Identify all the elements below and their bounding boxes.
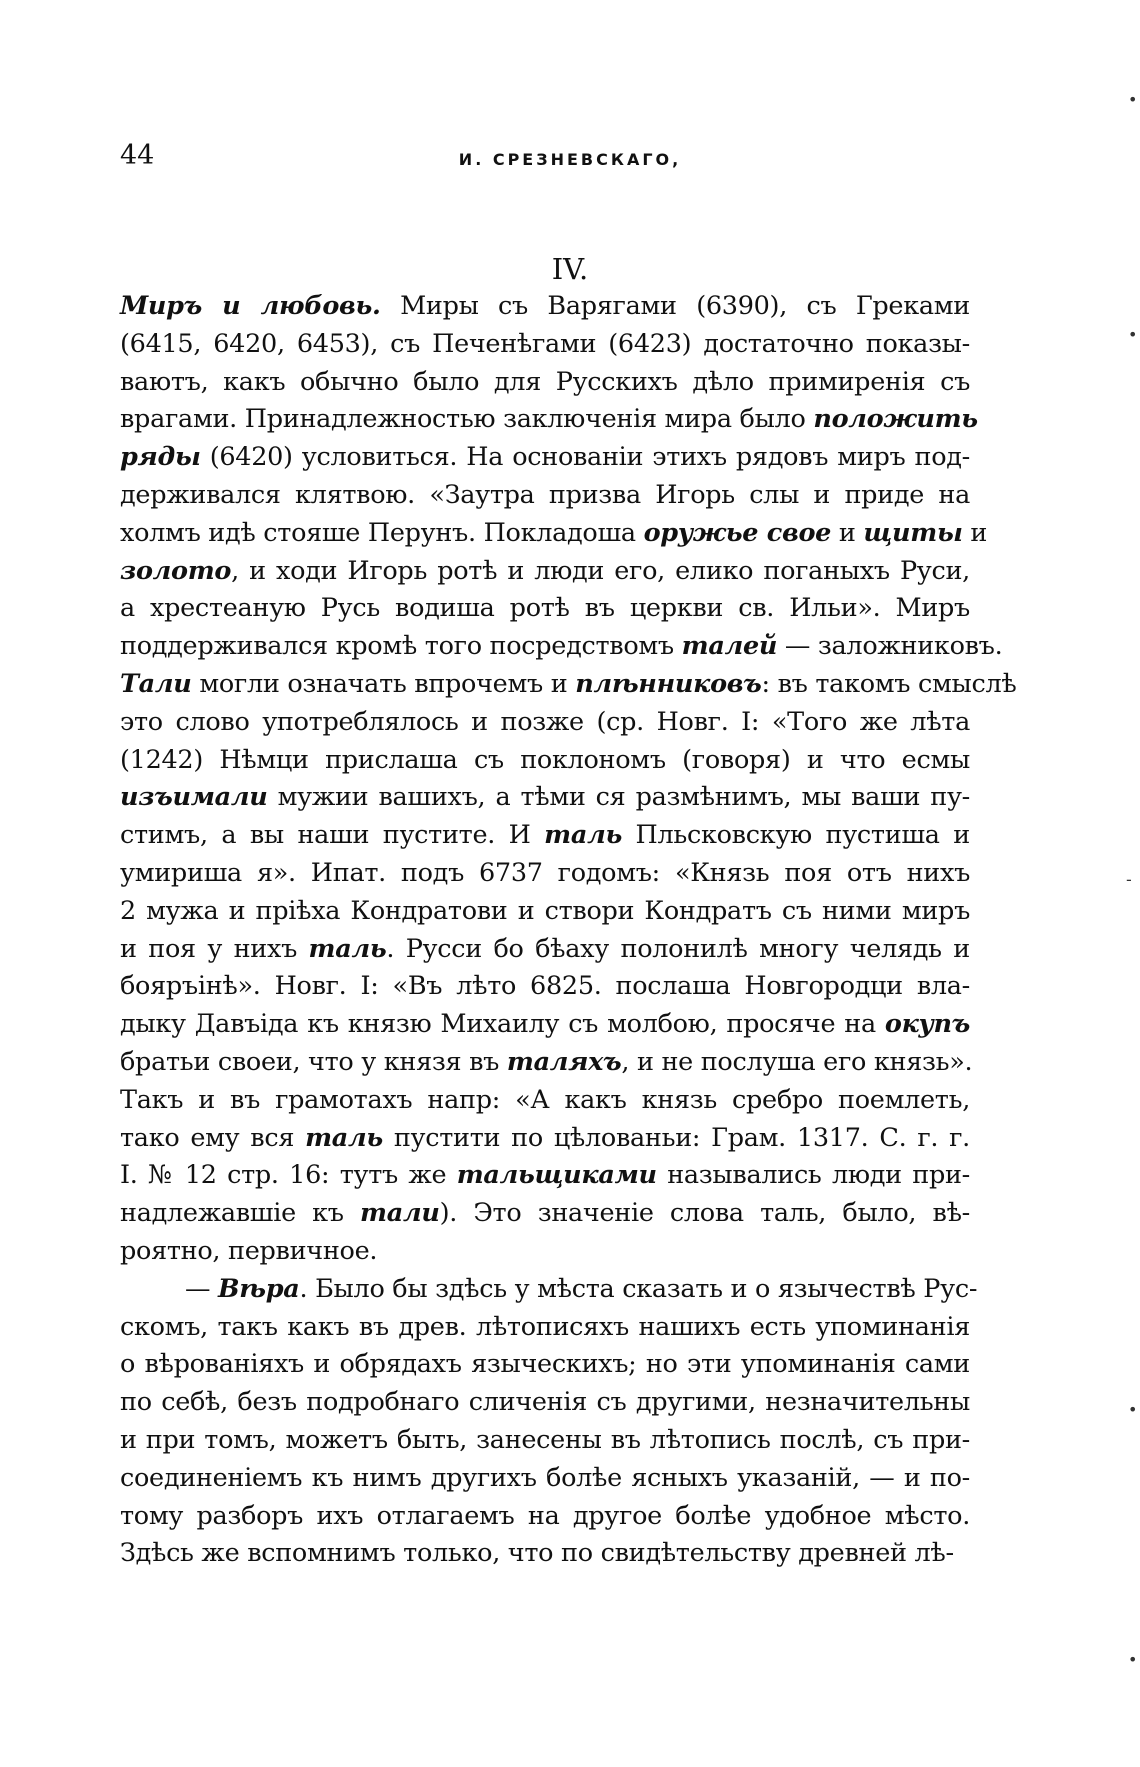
emphasis-text: окупъ [884,1009,970,1040]
margin-mark: • [1128,325,1138,344]
text-line [120,288,970,326]
text-line [120,401,978,439]
emphasis-text: плѣнниковъ [575,668,762,699]
line-text: роятно, первичное. [120,1235,378,1266]
text-line [120,1422,970,1460]
running-head: И. СРЕЗНЕВСКАГО, [458,150,682,169]
emphasis-text: золото [120,555,232,586]
line-text: это слово употреблялось и позже (ср. Новг. I: «Того же лѣта [120,706,970,737]
line-text: . Было бы здѣсь у мѣста сказать и о язычествѣ Рус- [299,1273,978,1304]
text-line [120,931,970,969]
line-text: скомъ, такъ какъ въ древ. лѣтописяхъ нашихъ есть упоминанія [120,1311,970,1342]
section-heading: IV. [551,252,589,286]
text-line [120,326,970,364]
line-text: (6420) условиться. На основаніи этихъ рядовъ миръ под- [200,442,970,473]
line-text: соединеніемъ къ нимъ другихъ болѣе ясныхъ указаній, — и по- [120,1462,970,1493]
line-text: : въ такомъ смыслѣ [761,668,1017,699]
text-line [120,1384,970,1422]
line-text: стимъ, а вы наши пустите. И [120,820,545,851]
emphasis-text: таляхъ [506,1046,622,1077]
text-line [120,553,970,591]
emphasis-text: изъимали [120,782,268,813]
text-line [120,893,970,931]
emphasis-text: талей [681,631,778,662]
emphasis-text: оружье свое [643,517,832,548]
line-text: (1242) Нѣмци прислаша съ поклономъ (говоря) и что есмы [120,744,970,775]
line-text: I. № 12 стр. 16: тутъ же [120,1160,457,1191]
line-text: назывались люди при- [656,1160,970,1191]
text-line [120,779,970,817]
emphasis-text: таль [308,933,387,964]
line-text: и при томъ, можетъ быть, занесены въ лѣтопись послѣ, съ при- [120,1424,970,1455]
line-text: Такъ и въ грамотахъ напр: «А какъ князь сребро поемлеть, [120,1084,970,1115]
page-number: 44 [120,140,155,171]
line-text: умириша я». Ипат. подъ 6737 годомъ: «Князь поя отъ нихъ [120,857,970,888]
line-text: тако ему вся [120,1122,306,1153]
text-line [120,704,970,742]
line-text: и поя у нихъ [120,933,309,964]
text-line [120,590,970,628]
line-text: . Русси бо бѣаху полонилѣ многу челядь и [386,933,970,964]
margin-mark: • [1128,90,1138,109]
text-line [120,855,970,893]
text-line [120,628,1003,666]
line-text: Пльсковскую пустиша и [621,820,970,851]
line-text: холмъ идѣ стояше Перунъ. Покладоша [120,517,644,548]
line-text: — заложниковъ. [777,631,1003,662]
emphasis-text: тальщиками [456,1160,657,1191]
line-text: держивался клятвою. «Заутра призва Игорь слы и приде на [120,479,970,510]
text-line [120,817,970,855]
line-text: 2 мужа и пріѣха Кондратови и створи Кондратъ съ ними миръ [120,895,970,926]
line-text: (6415, 6420, 6453), съ Печенѣгами (6423) достаточно показы- [120,328,970,359]
line-text: Миры съ Варягами (6390), съ Греками [380,291,970,321]
text-line [120,477,970,515]
text-line [120,1498,970,1536]
line-text: , и не послуша его князь». [621,1046,973,1077]
text-line [120,742,970,780]
emphasis-text: ряды [120,442,201,473]
emphasis-text: Тали [120,668,192,699]
margin-mark: • [1128,1400,1138,1419]
emphasis-text: щиты [863,517,963,548]
text-line [120,666,1017,704]
line-text: — [185,1273,219,1304]
text-line [120,364,970,402]
margin-mark: • [1128,1650,1138,1669]
line-text: и [831,517,864,548]
text-line [120,1346,970,1384]
text-line [120,1271,978,1309]
line-text: могли означать впрочемъ и [191,668,576,699]
line-text: надлежавшіе къ [120,1198,361,1229]
text-line [120,1044,973,1082]
emphasis-text: тали [360,1198,440,1229]
text-line [120,1157,970,1195]
line-text: , и ходи Игорь ротѣ и люди его, елико поганыхъ Руси, [231,555,970,586]
text-line [120,1233,970,1271]
line-text: поддерживался кромѣ того посредствомъ [120,631,682,662]
text-line [120,1120,970,1158]
emphasis-text: Вѣра [218,1273,300,1304]
line-text: ваютъ, какъ обычно было для Русскихъ дѣло примиренія съ [120,366,970,397]
line-text: братьи своеи, что у князя въ [120,1046,507,1077]
line-text: а хрестеаную Русь водиша ротѣ въ церкви св. Ильи». Миръ [120,593,970,624]
line-text: дыку Давъіда къ князю Михаилу съ молбою, просяче на [120,1009,885,1040]
line-text: по себѣ, безъ подробнаго сличенія съ другими, незначительны [120,1387,970,1418]
text-line [120,1460,970,1498]
text-line [120,1309,970,1347]
line-text: ). Это значеніе слова таль, было, вѣ- [439,1198,970,1229]
emphasis-text: таль [544,820,622,851]
line-text: бояръінѣ». Новг. I: «Въ лѣто 6825. послаша Новгородци вла- [120,971,970,1002]
line-text: о вѣрованіяхъ и обрядахъ языческихъ; но эти упоминанія сами [120,1349,970,1380]
text-line [120,1082,970,1120]
line-text: пустити по цѣлованьи: Грам. 1317. С. г. г. [382,1122,970,1153]
line-text: мужии вашихъ, а тѣми ся размѣнимъ, мы ваши пу- [267,782,970,813]
body-text [120,288,1017,1573]
line-text: тому разборъ ихъ отлагаемъ на другое болѣе удобное мѣсто. [120,1500,970,1531]
emphasis-text: Миръ и любовь. [120,291,381,321]
text-line [120,1535,970,1573]
emphasis-text: таль [305,1122,383,1153]
text-line [120,439,970,477]
line-text: врагами. Принадлежностью заключенія мира было [120,404,814,435]
margin-mark: - [1126,870,1132,889]
emphasis-text: положить [813,404,978,435]
line-text: и [962,517,988,548]
line-text: Здѣсь же вспомнимъ только, что по свидѣтельству древней лѣ- [120,1538,954,1569]
text-line [120,1195,970,1233]
text-line [120,968,970,1006]
text-line [120,1006,970,1044]
text-line [120,515,988,553]
